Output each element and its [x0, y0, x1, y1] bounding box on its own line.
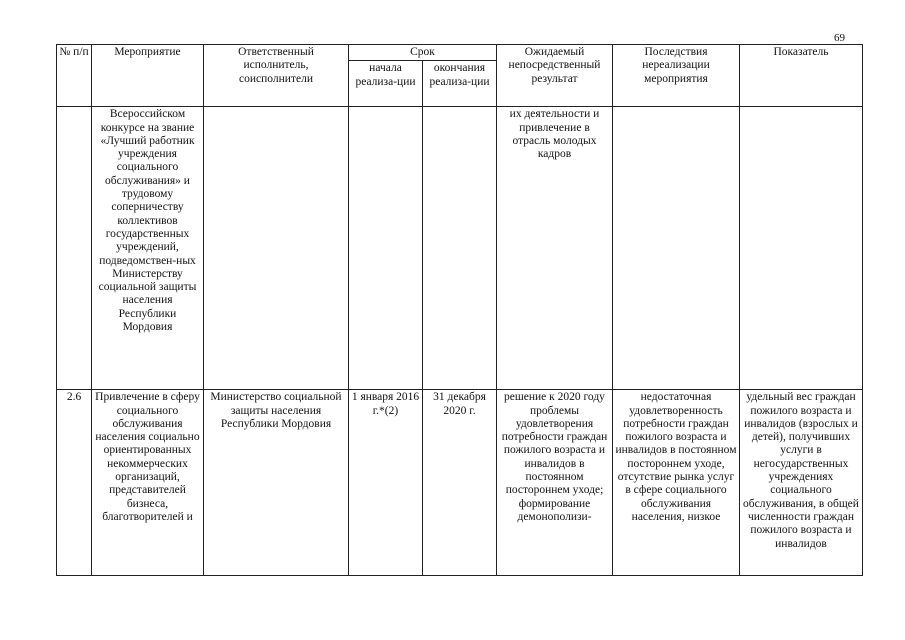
cell-executor — [204, 107, 349, 390]
header-num: № п/п — [57, 45, 92, 107]
table-row — [57, 107, 863, 390]
header-start: начала реализа-ции — [349, 61, 423, 107]
cell-consequences — [613, 107, 740, 390]
header-executor: Ответственный исполнитель, соисполнители — [204, 45, 349, 107]
cell-indicator — [740, 107, 863, 390]
cell-event: Привлечение в сферу социального обслуживания населения социально ориентированных некоммерческих организаций, представителей бизнеса, благотворителей и — [92, 390, 204, 576]
cell-indicator: удельный вес граждан пожилого возраста и инвалидов (взрослых и детей), получивших услуги в негосударственных учреждениях социального обслуживания, в общей численности граждан пожилого возраста и инвалидов — [740, 390, 863, 576]
cell-end — [423, 107, 497, 390]
program-table — [56, 44, 863, 576]
header-result: Ожидаемый непосредственный результат — [497, 45, 613, 107]
page-number: 69 — [834, 32, 845, 44]
header-event: Мероприятие — [92, 45, 204, 107]
header-period: Срок — [349, 45, 497, 61]
cell-num: 2.6 — [57, 390, 92, 576]
cell-num — [57, 107, 92, 390]
cell-result: решение к 2020 году проблемы удовлетворения потребности граждан пожилого возраста и инвалидов в постоянном постороннем уходе; формирование демонополизи- — [497, 390, 613, 576]
header-indicator: Показатель — [740, 45, 863, 107]
cell-result: их деятельности и привлечение в отрасль молодых кадров — [497, 107, 613, 390]
table-row — [57, 390, 863, 576]
header-end: окончания реализа-ции — [423, 61, 497, 107]
cell-event: Всероссийском конкурсе на звание «Лучший работник учреждения социального обслуживания» и трудовому соперничеству коллективов государственных учреждений, подведомствен-ных Министерству социальной защиты населения Республики Мордовия — [92, 107, 204, 390]
cell-executor: Министерство социальной защиты населения Республики Мордовия — [204, 390, 349, 576]
cell-start — [349, 107, 423, 390]
cell-consequences: недостаточная удовлетворенность потребности граждан пожилого возраста и инвалидов в постоянном постороннем уходе, отсутствие рынка услуг в сфере социального обслуживания населения, низкое — [613, 390, 740, 576]
cell-start: 1 января 2016 г.*(2) — [349, 390, 423, 576]
header-consequences: Последствия нереализации мероприятия — [613, 45, 740, 107]
cell-end: 31 декабря 2020 г. — [423, 390, 497, 576]
